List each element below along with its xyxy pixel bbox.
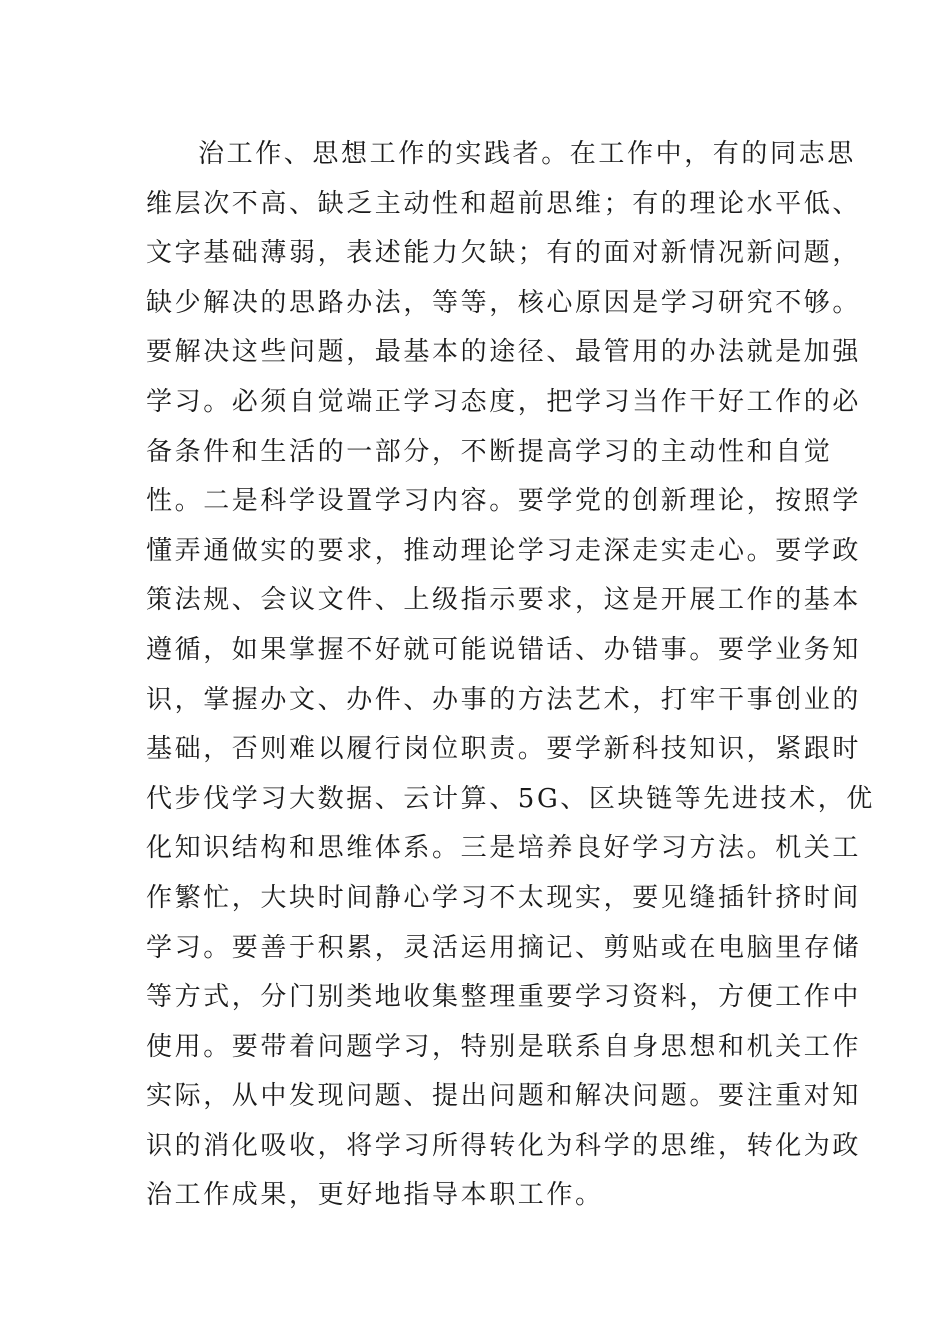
text-line: 使用。要带着问题学习，特别是联系自身思想和机关工作: [146, 1031, 862, 1062]
text-line: 化知识结构和思维体系。三是培养良好学习方法。机关工: [146, 833, 862, 864]
text-line: 性。二是科学设置学习内容。要学党的创新理论，按照学: [146, 486, 862, 517]
text-line: 懂弄通做实的要求，推动理论学习走深走实走心。要学政: [146, 535, 862, 566]
text-line: 治工作成果，更好地指导本职工作。: [146, 1180, 604, 1211]
text-line: 代步伐学习大数据、云计算、5G、区块链等先进技术，优: [146, 783, 875, 814]
text-line: 等方式，分门别类地收集整理重要学习资料，方便工作中: [146, 982, 862, 1013]
text-line: 策法规、会议文件、上级指示要求，这是开展工作的基本: [146, 585, 862, 616]
text-line: 文字基础薄弱，表述能力欠缺；有的面对新情况新问题，: [146, 238, 862, 269]
text-line: 备条件和生活的一部分，不断提高学习的主动性和自觉: [146, 436, 833, 467]
text-line: 维层次不高、缺乏主动性和超前思维；有的理论水平低、: [146, 188, 862, 219]
body-paragraph: [146, 130, 875, 1221]
text-line: 要解决这些问题，最基本的途径、最管用的办法就是加强: [146, 337, 862, 368]
text-line: 实际，从中发现问题、提出问题和解决问题。要注重对知: [146, 1081, 862, 1112]
text-line: 识，掌握办文、办件、办事的方法艺术，打牢干事创业的: [146, 684, 862, 715]
text-line: 遵循，如果掌握不好就可能说错话、办错事。要学业务知: [146, 634, 862, 665]
text-line: 作繁忙，大块时间静心学习不太现实，要见缝插针挤时间: [146, 882, 862, 913]
text-line: 识的消化吸收，将学习所得转化为科学的思维，转化为政: [146, 1130, 862, 1161]
text-line: 治工作、思想工作的实践者。在工作中，有的同志思: [198, 139, 856, 169]
text-line: 学习。必须自觉端正学习态度，把学习当作干好工作的必: [146, 386, 862, 417]
text-line: 学习。要善于积累，灵活运用摘记、剪贴或在电脑里存储: [146, 932, 862, 963]
text-line: 基础，否则难以履行岗位职责。要学新科技知识，紧跟时: [146, 734, 862, 765]
text-line: 缺少解决的思路办法，等等，核心原因是学习研究不够。: [146, 287, 862, 318]
